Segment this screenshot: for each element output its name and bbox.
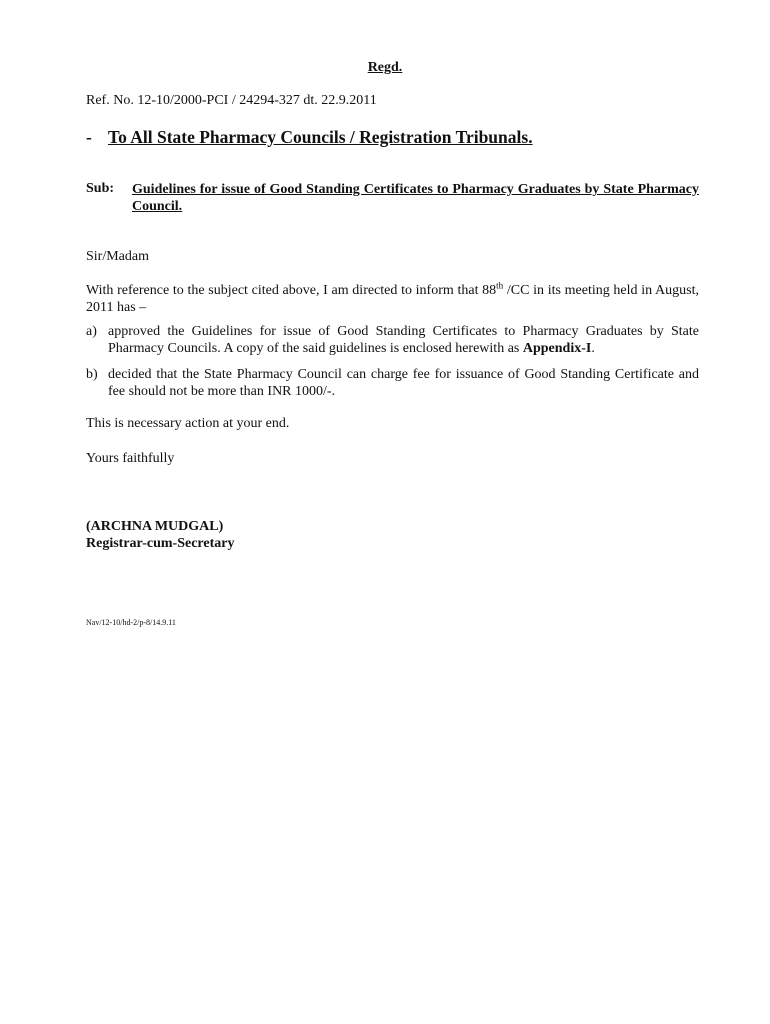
addressee-text: To All State Pharmacy Councils / Registration Tribunals.: [108, 127, 533, 147]
appendix-emphasis: Appendix-I: [522, 341, 592, 356]
subject-line: [86, 181, 699, 215]
action-sentence: This is necessary action at your end.: [86, 416, 290, 431]
list-item-text: decided that the State Pharmacy Council can charge fee for issuance of Good Standing Certificate and fee should not be more than INR 1000/-.: [108, 367, 699, 399]
list-item-marker: a): [86, 324, 97, 339]
registered-mark: Regd.: [367, 60, 403, 75]
salutation: Sir/Madam: [86, 249, 149, 264]
signature-block: [86, 518, 234, 552]
file-reference: Nav/12-10/hd-2/p-8/14.9.11: [86, 618, 176, 627]
addressee-dash: -: [86, 127, 92, 147]
signer-name: (ARCHNA MUDGAL): [86, 519, 224, 534]
closing-phrase: Yours faithfully: [86, 451, 175, 466]
reference-number: Ref. No. 12-10/2000-PCI / 24294-327 dt. 22.9.2011: [86, 93, 377, 108]
intro-paragraph: [86, 282, 699, 316]
signer-title: Registrar-cum-Secretary: [86, 536, 235, 551]
list-item: [86, 323, 699, 357]
intro-superscript: th: [496, 280, 504, 291]
list-item: [86, 366, 699, 400]
list-item-suffix: .: [591, 341, 595, 356]
subject-text: Guidelines for issue of Good Standing Certificates to Pharmacy Graduates by State Pharmacy Council.: [132, 182, 699, 214]
addressee-line: [86, 127, 533, 148]
intro-text-after: /CC in its meeting held in August, 2011 has –: [86, 283, 699, 315]
intro-text-before: With reference to the subject cited above, I am directed to inform that 88: [86, 283, 497, 298]
subject-label: Sub:: [86, 181, 115, 196]
list-item-marker: b): [86, 367, 98, 382]
list-item-text: [108, 323, 699, 357]
list-item-body: approved the Guidelines for issue of Good Standing Certificates to Pharmacy Graduates by State Pharmacy Councils. A copy of the said guidelines is enclosed herewith as: [108, 324, 699, 356]
